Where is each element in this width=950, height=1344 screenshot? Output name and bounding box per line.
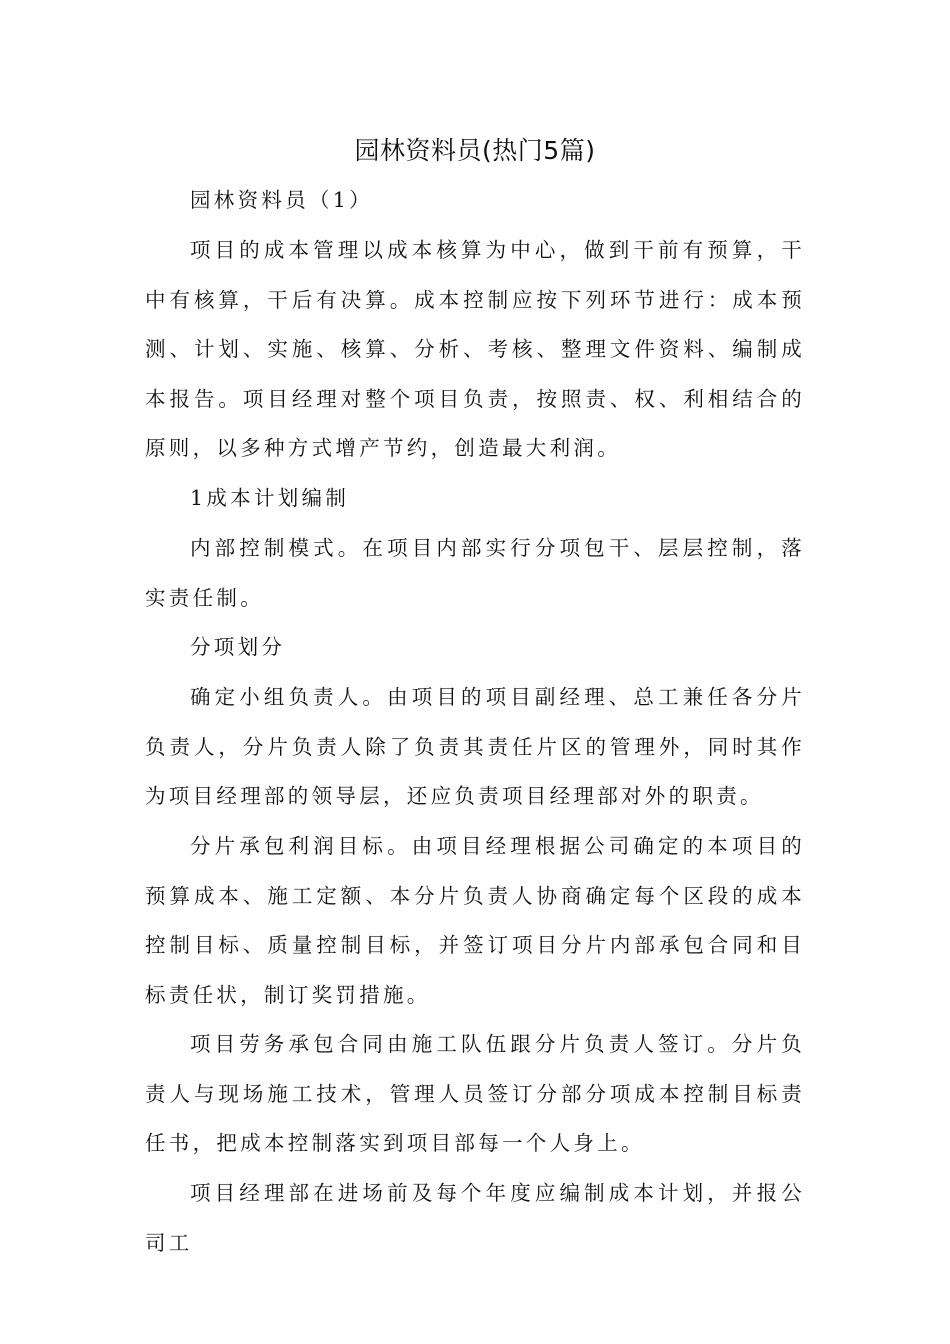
section-heading: 园林资料员（1） <box>190 188 373 212</box>
paragraph-annual-plan: 项目经理部在进场前及每个年度应编制成本计划，并报公司工 <box>145 1181 805 1255</box>
paragraph-profit-target: 分片承包利润目标。由项目经理根据公司确定的本项目的预算成本、施工定额、本分片负责人协商确定每个区段的成本控制目标、质量控制目标，并签订项目分片内部承包合同和目标责任状，制订奖罚措施。 <box>145 834 805 1007</box>
paragraph-cost-management: 项目的成本管理以成本核算为中心，做到干前有预算，干中有核算，干后有决算。成本控制应按下列环节进行：成本预测、计划、实施、核算、分析、考核、整理文件资料、编制成本报告。项目经理对整个项目负责，按照责、权、利相结合的原则，以多种方式增产节约，创造最大利润。 <box>145 238 805 460</box>
document-title: 园林资料员(热门5篇) <box>354 136 596 165</box>
paragraph-internal-control: 内部控制模式。在项目内部实行分项包干、层层控制，落实责任制。 <box>145 536 805 610</box>
subheading-item-division: 分项划分 <box>190 635 286 659</box>
paragraph-group-leader: 确定小组负责人。由项目的项目副经理、总工兼任各分片负责人，分片负责人除了负责其责任片区的管理外，同时其作为项目经理部的领导层，还应负责项目经理部对外的职责。 <box>145 685 805 808</box>
paragraph-labor-contract: 项目劳务承包合同由施工队伍跟分片负责人签订。分片负责人与现场施工技术，管理人员签订分部分项成本控制目标责任书，把成本控制落实到项目部每一个人身上。 <box>145 1032 805 1155</box>
subheading-cost-plan: 1成本计划编制 <box>190 486 350 510</box>
